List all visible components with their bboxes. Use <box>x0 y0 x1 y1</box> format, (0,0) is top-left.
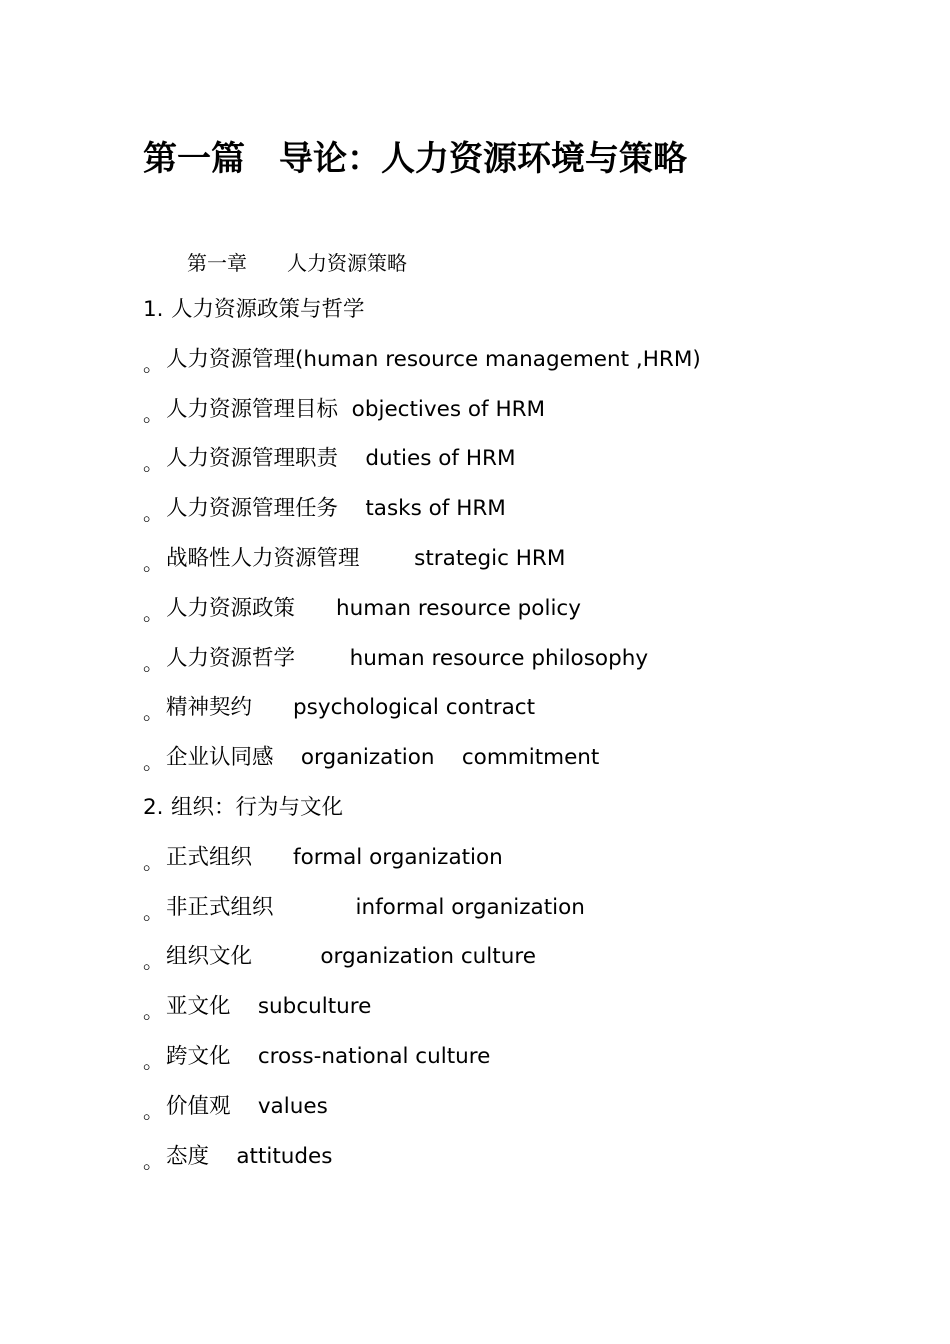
bullet-mark: 。 <box>143 849 163 874</box>
term-text: 精神契约 psychological contract <box>166 695 536 721</box>
bullet-mark: 。 <box>143 1148 163 1173</box>
list-item <box>143 892 903 942</box>
list-item <box>143 842 903 892</box>
term-text: 跨文化 cross-national culture <box>166 1043 491 1069</box>
term-text: 人力资源哲学 human resource philosophy <box>166 645 649 671</box>
bullet-mark: 。 <box>143 600 163 625</box>
section-number: 2. <box>143 794 164 820</box>
bullet-mark: 。 <box>143 451 163 476</box>
list-item <box>143 443 903 493</box>
list-item <box>143 991 903 1041</box>
list-item <box>143 643 903 693</box>
part-title: 第一篇 导论：人力资源环境与策略 <box>143 139 687 179</box>
term-text: 亚文化 subculture <box>166 994 372 1020</box>
section-text: 人力资源政策与哲学 <box>171 297 365 322</box>
section-heading <box>143 294 903 344</box>
term-text: 人力资源政策 human resource policy <box>166 595 581 621</box>
list-item <box>143 1041 903 1091</box>
bullet-mark: 。 <box>143 750 163 775</box>
list-item <box>143 1141 903 1191</box>
term-text: 人力资源管理任务 tasks of HRM <box>166 496 506 522</box>
term-text: 人力资源管理职责 duties of HRM <box>166 446 516 472</box>
bullet-mark: 。 <box>143 401 163 426</box>
section-heading <box>143 792 903 842</box>
list-item <box>143 1091 903 1141</box>
section-text: 组织：行为与文化 <box>171 794 344 820</box>
term-text: 战略性人力资源管理 strategic HRM <box>166 545 566 571</box>
list-item <box>143 493 903 543</box>
term-list <box>143 294 903 1190</box>
term-text: 人力资源管理(human resource management ,HRM) <box>166 346 701 372</box>
list-item <box>143 543 903 593</box>
list-item <box>143 344 903 394</box>
list-item <box>143 394 903 444</box>
list-item <box>143 593 903 643</box>
bullet-mark: 。 <box>143 949 163 974</box>
term-text: 人力资源管理目标 objectives of HRM <box>166 396 546 422</box>
list-item <box>143 692 903 742</box>
term-text: 态度 attitudes <box>166 1143 333 1169</box>
bullet-mark: 。 <box>143 999 163 1024</box>
bullet-mark: 。 <box>143 501 163 526</box>
list-item <box>143 742 903 792</box>
bullet-mark: 。 <box>143 550 163 575</box>
bullet-mark: 。 <box>143 700 163 725</box>
bullet-mark: 。 <box>143 899 163 924</box>
term-text: 企业认同感 organization commitment <box>166 745 600 771</box>
term-text: 非正式组织 informal organization <box>166 894 585 920</box>
list-item <box>143 941 903 991</box>
chapter-heading: 第一章 人力资源策略 <box>187 251 407 275</box>
term-text: 价值观 values <box>166 1093 328 1119</box>
bullet-mark: 。 <box>143 1098 163 1123</box>
term-text: 组织文化 organization culture <box>166 944 536 970</box>
bullet-mark: 。 <box>143 351 163 376</box>
bullet-mark: 。 <box>143 650 163 675</box>
section-number: 1. <box>143 297 164 322</box>
term-text: 正式组织 formal organization <box>166 844 503 870</box>
bullet-mark: 。 <box>143 1048 163 1073</box>
